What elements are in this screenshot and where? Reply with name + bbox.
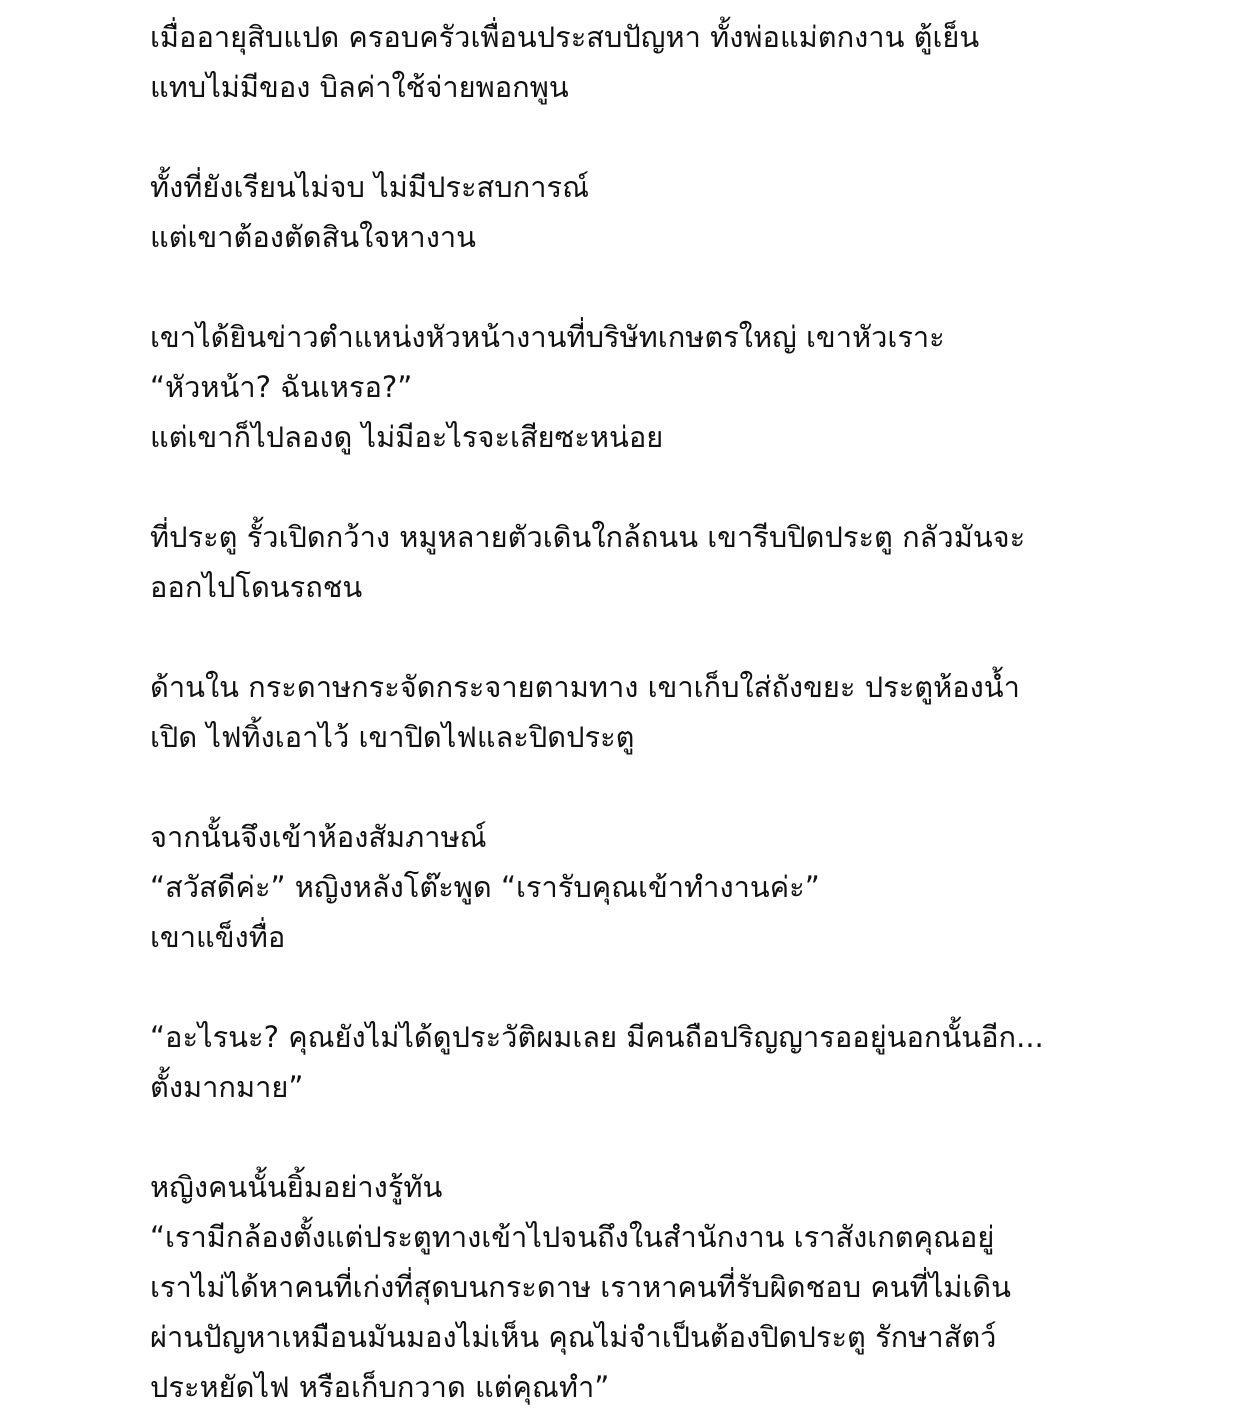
text-line: “หัวหน้า? ฉันเหรอ?”	[150, 370, 413, 404]
text-line: แต่เขาต้องตัดสินใจหางาน	[150, 220, 476, 254]
text-line: เขาแข็งทื่อ	[150, 920, 286, 954]
text-line: เขาได้ยินข่าวตำแหน่งหัวหน้างานที่บริษัทเกษตรใหญ่ เขาหัวเราะ	[150, 320, 945, 354]
text-line: แต่เขาก็ไปลองดู ไม่มีอะไรจะเสียซะหน่อย	[150, 420, 664, 454]
text-line: ด้านใน กระดาษกระจัดกระจายตามทาง เขาเก็บใส่ถังขยะ ประตูห้องน้ำ	[150, 670, 1020, 704]
text-line: ออกไปโดนรถชน	[150, 570, 363, 604]
text-line: หญิงคนนั้นยิ้มอย่างรู้ทัน	[150, 1170, 443, 1204]
text-line: ประหยัดไฟ หรือเก็บกวาด แต่คุณทำ”	[150, 1370, 610, 1404]
story-text	[150, 12, 1210, 1412]
paragraph-3	[150, 312, 1210, 462]
text-line: ที่ประตู รั้วเปิดกว้าง หมูหลายตัวเดินใกล้ถนน เขารีบปิดประตู กลัวมันจะ	[150, 520, 1026, 554]
text-line: ตั้งมากมาย”	[150, 1070, 304, 1104]
text-line: เมื่ออายุสิบแปด ครอบครัวเพื่อนประสบปัญหา ทั้งพ่อแม่ตกงาน ตู้เย็น	[150, 20, 980, 54]
paragraph-7	[150, 1012, 1210, 1112]
text-line: “อะไรนะ? คุณยังไม่ได้ดูประวัติผมเลย มีคนถือปริญญารออยู่นอกนั้นอีก...	[150, 1020, 1044, 1054]
text-line: เปิด ไฟทิ้งเอาไว้ เขาปิดไฟและปิดประตู	[150, 720, 635, 754]
text-line: “เรามีกล้องตั้งแต่ประตูทางเข้าไปจนถึงในสำนักงาน เราสังเกตคุณอยู่	[150, 1220, 995, 1254]
text-line: แทบไม่มีของ บิลค่าใช้จ่ายพอกพูน	[150, 70, 569, 104]
paragraph-5	[150, 662, 1210, 762]
paragraph-6	[150, 812, 1210, 962]
text-line: ผ่านปัญหาเหมือนมันมองไม่เห็น คุณไม่จำเป็นต้องปิดประตู รักษาสัตว์	[150, 1320, 997, 1354]
paragraph-4	[150, 512, 1210, 612]
text-line: “สวัสดีค่ะ” หญิงหลังโต๊ะพูด “เรารับคุณเข้าทำงานค่ะ”	[150, 870, 820, 904]
text-line: เราไม่ได้หาคนที่เก่งที่สุดบนกระดาษ เราหาคนที่รับผิดชอบ คนที่ไม่เดิน	[150, 1270, 1011, 1304]
paragraph-1	[150, 12, 1210, 112]
paragraph-8	[150, 1162, 1210, 1412]
text-line: ทั้งที่ยังเรียนไม่จบ ไม่มีประสบการณ์	[150, 170, 589, 204]
text-line: จากนั้นจึงเข้าห้องสัมภาษณ์	[150, 820, 487, 854]
paragraph-2	[150, 162, 1210, 262]
